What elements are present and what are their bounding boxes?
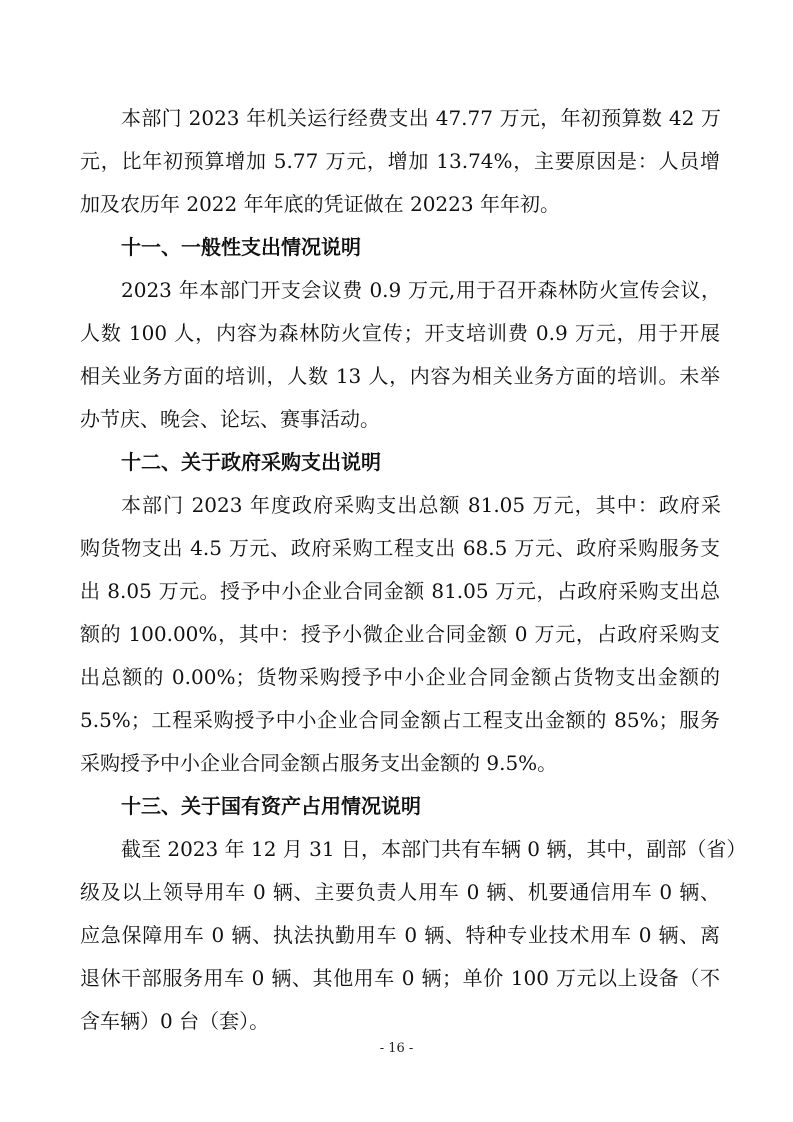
paragraph-line: 办节庆、晚会、论坛、赛事活动。 bbox=[80, 407, 380, 431]
paragraph-line: 退休干部服务用车 0 辆、其他用车 0 辆；单价 100 万元以上设备（不 bbox=[80, 966, 720, 990]
paragraph-line: 加及农历年 2022 年年底的凭证做在 20223 年年初。 bbox=[80, 192, 560, 216]
section-heading: 十一、一般性支出情况说明 bbox=[121, 235, 361, 259]
paragraph-line: 5.5%；工程采购授予中小企业合同金额占工程支出金额的 85%；服务 bbox=[80, 708, 720, 732]
section-heading: 十三、关于国有资产占用情况说明 bbox=[121, 794, 421, 818]
paragraph-line: 截至 2023 年 12 月 31 日，本部门共有车辆 0 辆，其中，副部（省） bbox=[121, 837, 747, 861]
page-number: - 16 - bbox=[379, 1041, 414, 1056]
paragraph-line: 2023 年本部门开支会议费 0.9 万元,用于召开森林防火宣传会议， bbox=[121, 278, 721, 302]
paragraph-line: 相关业务方面的培训，人数 13 人，内容为相关业务方面的培训。未举 bbox=[80, 364, 720, 388]
section-heading: 十二、关于政府采购支出说明 bbox=[121, 450, 381, 474]
paragraph-line: 级及以上领导用车 0 辆、主要负责人用车 0 辆、机要通信用车 0 辆、 bbox=[80, 880, 720, 904]
paragraph-line: 采购授予中小企业合同金额占服务支出金额的 9.5%。 bbox=[80, 751, 558, 775]
paragraph-line: 本部门 2023 年机关运行经费支出 47.77 万元，年初预算数 42 万 bbox=[121, 106, 721, 130]
paragraph-line: 本部门 2023 年度政府采购支出总额 81.05 万元，其中：政府采 bbox=[121, 493, 721, 517]
paragraph-line: 元，比年初预算增加 5.77 万元，增加 13.74%，主要原因是：人员增 bbox=[80, 149, 720, 173]
paragraph-line: 人数 100 人，内容为森林防火宣传；开支培训费 0.9 万元，用于开展 bbox=[80, 321, 720, 345]
paragraph-line: 额的 100.00%，其中：授予小微企业合同金额 0 万元，占政府采购支 bbox=[80, 622, 720, 646]
paragraph-line: 含车辆）0 台（套）。 bbox=[80, 1009, 270, 1033]
paragraph-line: 出 8.05 万元。授予中小企业合同金额 81.05 万元，占政府采购支出总 bbox=[80, 579, 720, 603]
paragraph-line: 应急保障用车 0 辆、执法执勤用车 0 辆、特种专业技术用车 0 辆、离 bbox=[80, 923, 720, 947]
paragraph-line: 出总额的 0.00%；货物采购授予中小企业合同金额占货物支出金额的 bbox=[80, 665, 720, 689]
paragraph-line: 购货物支出 4.5 万元、政府采购工程支出 68.5 万元、政府采购服务支 bbox=[80, 536, 720, 560]
